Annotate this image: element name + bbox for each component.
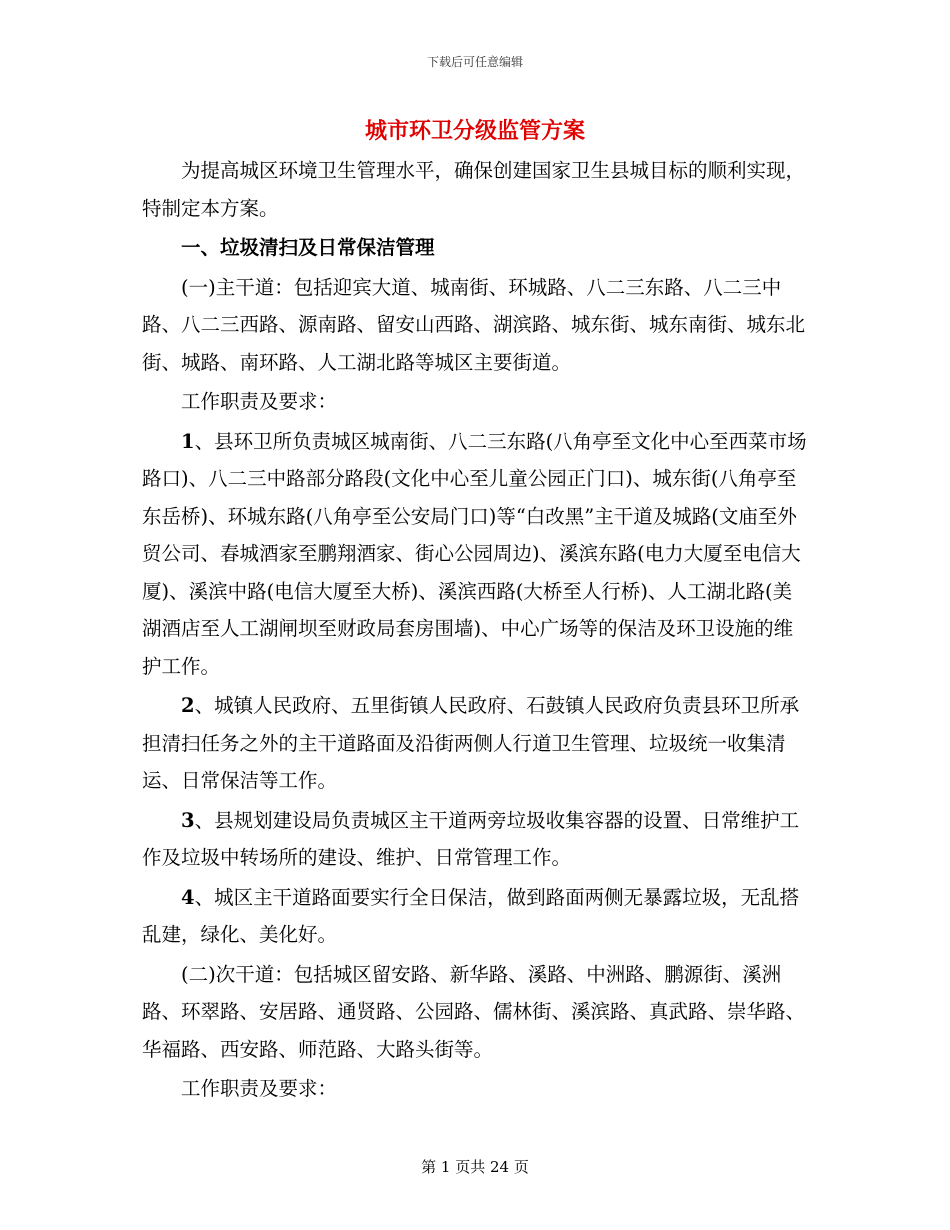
item-number: 1 xyxy=(181,429,195,453)
item-number: 3 xyxy=(181,808,195,832)
duty-item-4 xyxy=(142,879,810,954)
item-text: 、城区主干道路面要实行全日保洁，做到路面两侧无暴露垃圾，无乱搭乱建，绿化、美化好。 xyxy=(142,885,800,946)
page-header: 下载后可任意编辑 xyxy=(426,55,523,69)
duty-item-3 xyxy=(142,802,810,877)
item-number: 4 xyxy=(181,885,195,909)
intro-paragraph: 为提高城区环境卫生管理水平，确保创建国家卫生县城目标的顺利实现，特制定本方案。 xyxy=(142,159,806,220)
page-footer: 第 1 页共 24 页 xyxy=(421,1158,529,1176)
item-text: 、县规划建设局负责城区主干道两旁垃圾收集容器的设置、日常维护工作及垃圾中转场所的建设、维护、日常管理工作。 xyxy=(142,808,800,869)
document-body xyxy=(142,152,810,1108)
item-number: 2 xyxy=(181,694,195,717)
item-text: 、县环卫所负责城区城南街、八二三东路(八角亭至文化中心至西菜市场路口)、八二三中路部分路段(文化中心至儿童公园正门口)、城东街(八角亭至东岳桥)、环城东路(八角亭至公安局门口)等“白改黑”主干道及城路(文庙至外贸公司、春城酒家至鹏翔酒家、街心公园周边)、溪滨东路(电力大厦至电信大厦)、溪滨中路(电信大厦至大桥)、溪滨西路(大桥至人行桥)、人工湖北路(美湖酒店至人工湖闸坝至财政局套房围墙)、中心广场等的保洁及环卫设施的维护工作。 xyxy=(142,429,807,678)
duty-item-2 xyxy=(142,687,810,800)
main-road-paragraph: (一)主干道：包括迎宾大道、城南街、环城路、八二三东路、八二三中路、八二三西路、源南路、留安山西路、湖滨路、城东街、城东南街、城东北街、城路、南环路、人工湖北路等城区主要街道。 xyxy=(142,275,806,374)
secondary-road-paragraph: (二)次干道：包括城区留安路、新华路、溪路、中洲路、鹏源街、溪洲路、环翠路、安居路、通贤路、公园路、儒林街、溪滨路、真武路、崇华路、华福路、西安路、师范路、大路头街等。 xyxy=(142,962,806,1061)
item-text: 、城镇人民政府、五里街镇人民政府、石鼓镇人民政府负责县环卫所承担清扫任务之外的主干道路面及沿街两侧人行道卫生管理、垃圾统一收集清运、日常保洁等工作。 xyxy=(142,694,800,792)
document-title: 城市环卫分级监管方案 xyxy=(364,118,585,144)
duty-item-1 xyxy=(142,423,810,686)
section-heading: 一、垃圾清扫及日常保洁管理 xyxy=(181,236,435,259)
duties-label-2: 工作职责及要求： xyxy=(181,1077,338,1100)
duties-label: 工作职责及要求： xyxy=(181,390,338,413)
